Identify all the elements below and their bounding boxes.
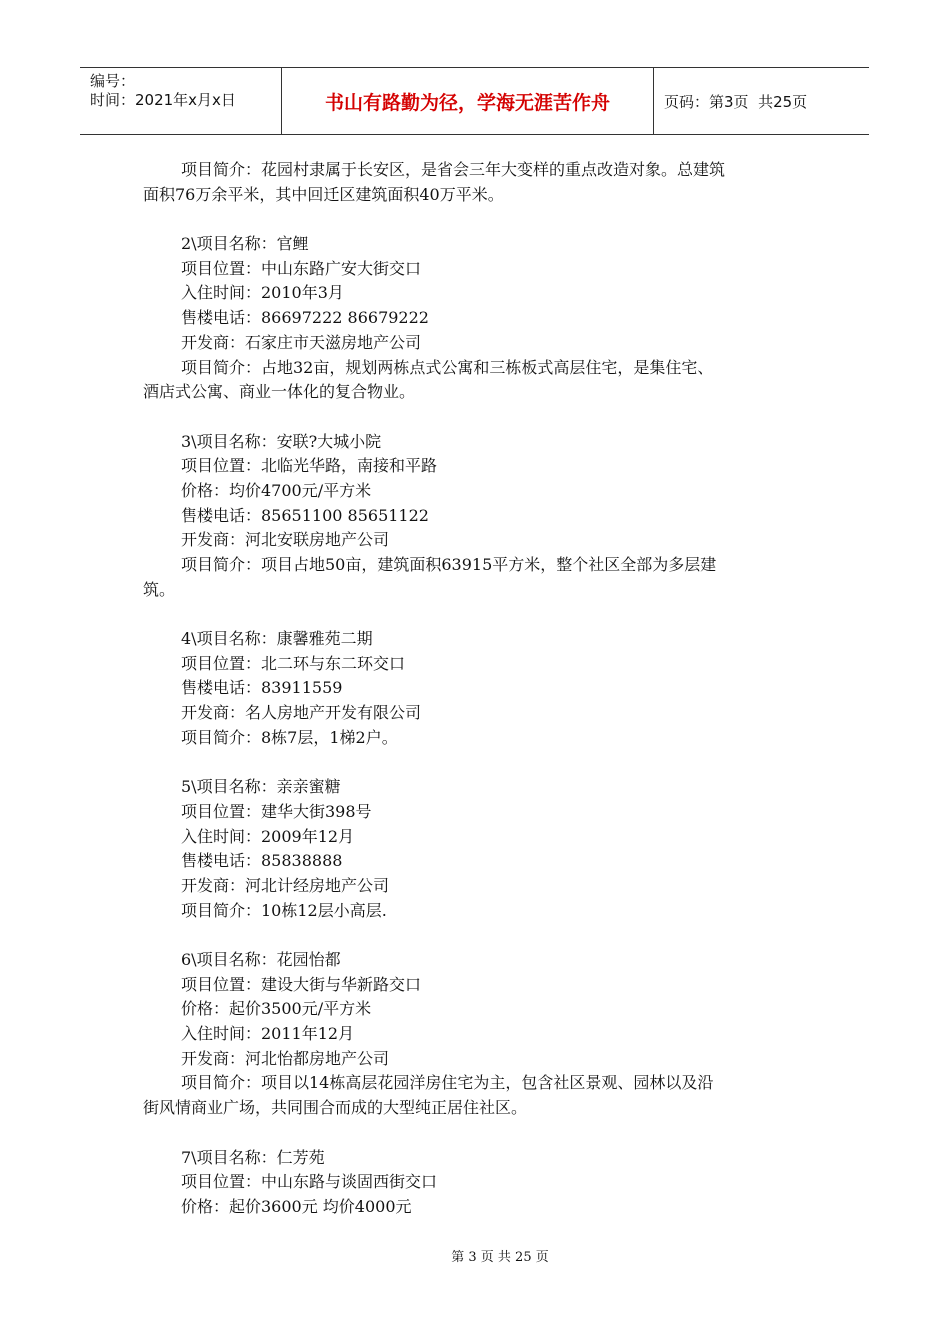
text-line: 开发商：石家庄市天滋房地产公司 [181,332,422,352]
paragraph-gap [143,751,813,776]
text-line: 价格：起价3600元 均价4000元 [181,1196,412,1216]
text-line: 售楼电话：86697222 86679222 [181,308,429,328]
paragraph-gap [143,207,813,232]
text-line: 7\项目名称：仁芳苑 [181,1147,325,1167]
text-line: 5\项目名称：亲亲蜜糖 [181,777,341,797]
page-footer: 第 3 页 共 25 页 [451,1250,549,1265]
text-line: 项目简介：8栋7层，1梯2户。 [181,727,398,747]
document-date: 时间：2021年x月x日 [90,91,236,109]
text-line: 面积76万余平米，其中回迁区建筑面积40万平米。 [143,184,504,204]
text-line: 街风情商业广场，共同围合而成的大型纯正居住社区。 [143,1098,528,1118]
text-line: 6\项目名称：花园怡都 [181,950,341,969]
text-line: 项目位置：建华大街398号 [181,801,372,821]
text-line: 项目简介：项目以14栋高层花园洋房住宅为主，包含社区景观、园林以及沿 [181,1073,714,1093]
text-line: 售楼电话：85838888 [181,851,343,871]
text-line: 入住时间：2010年3月 [181,283,344,303]
text-line: 入住时间：2011年12月 [181,1024,355,1044]
text-line: 价格：均价4700元/平方米 [181,480,372,500]
paragraph-gap [143,602,813,627]
text-line: 酒店式公寓、商业一体化的复合物业。 [143,382,416,402]
document-number-label: 编号： [90,72,136,90]
text-line: 项目简介：花园村隶属于长安区，是省会三年大变样的重点改造对象。总建筑 [181,160,726,179]
text-line: 售楼电话：83911559 [181,678,343,698]
text-line: 项目位置：中山东路与谈固西街交口 [181,1172,438,1192]
text-line: 开发商：河北安联房地产公司 [181,530,390,550]
text-line: 开发商：名人房地产开发有限公司 [181,703,422,723]
header-motto: 书山有路勤为径，学海无涯苦作舟 [281,68,654,134]
text-line: 项目位置：北临光华路，南接和平路 [181,456,438,476]
paragraph-gap [143,923,813,948]
text-line: 项目位置：建设大街与华新路交口 [181,974,422,994]
text-line: 项目位置：中山东路广安大街交口 [181,258,422,278]
paragraph-gap [143,1121,813,1146]
text-line: 2\项目名称：官鲤 [181,234,309,254]
text-line: 项目简介：项目占地50亩，建筑面积63915平方米，整个社区全部为多层建 [181,555,717,574]
text-line: 项目位置：北二环与东二环交口 [181,653,406,673]
text-line: 筑。 [143,579,176,599]
document-body [143,158,813,1220]
page-header [80,67,869,135]
text-line: 价格：起价3500元/平方米 [181,999,372,1019]
text-line: 4\项目名称：康馨雅苑二期 [181,629,373,649]
text-line: 售楼电话：85651100 85651122 [181,505,429,525]
header-page-info: 页码：第3页 共25页 [664,92,808,111]
text-line: 3\项目名称：安联?大城小院 [181,431,382,451]
header-meta [80,68,281,134]
text-line: 开发商：河北计经房地产公司 [181,875,390,895]
text-line: 入住时间：2009年12月 [181,826,355,846]
text-line: 开发商：河北怡都房地产公司 [181,1048,390,1068]
paragraph-gap [143,405,813,430]
text-line: 项目简介：占地32亩，规划两栋点式公寓和三栋板式高层住宅，是集住宅、 [181,357,714,377]
text-line: 项目简介：10栋12层小高层. [181,900,387,920]
